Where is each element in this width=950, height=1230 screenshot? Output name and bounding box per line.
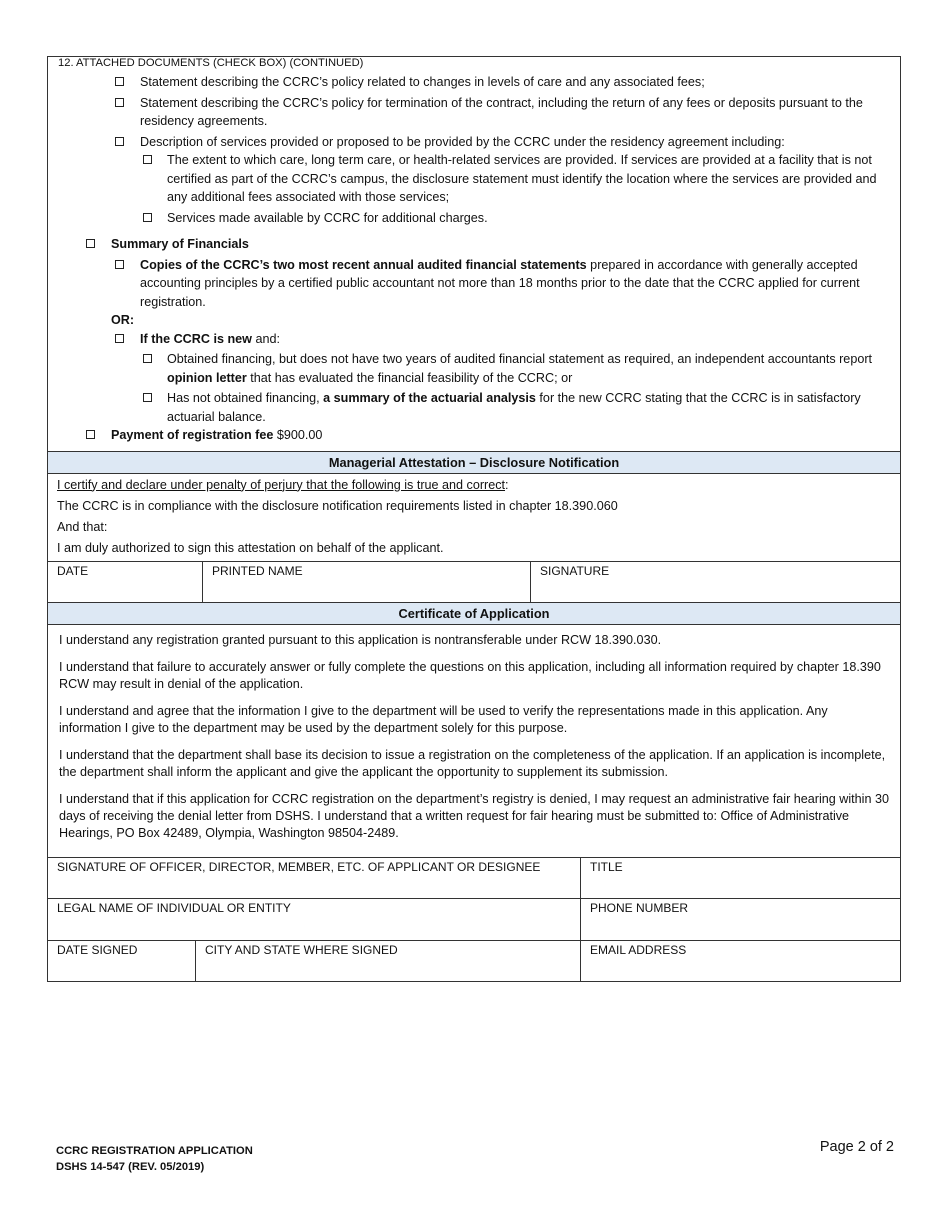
obtained-financing-post: that has evaluated the financial feasibility of the CCRC; or (246, 370, 573, 385)
registration-fee-amount: $900.00 (273, 428, 323, 442)
form-footer (56, 1143, 253, 1175)
not-obtained-financing-post: for the new CCRC stating that the CCRC is in satisfactory actuarial balance. (167, 391, 861, 424)
officer-signature-field[interactable] (48, 858, 580, 898)
audited-statements-checkbox[interactable] (115, 260, 124, 269)
care-extent-checkbox[interactable] (143, 155, 152, 164)
certificate-header: Certificate of Application (48, 602, 900, 625)
denial-paragraph: I understand that failure to accurately answer or fully complete the questions on this application, including all information required by chapter 18.390 RCW may result in denial of the application. (59, 659, 881, 691)
information-use-paragraph: I understand and agree that the information I give to the department will be used to verify the representations made in this application. Any information I give to the department may be used by the department solely for this purpose. (59, 703, 828, 735)
page-number: Page 2 of 2 (819, 1139, 894, 1155)
audited-statements-item (48, 256, 900, 312)
phone-number-field[interactable] (580, 899, 900, 940)
care-extent-item (48, 151, 900, 207)
termination-policy-label: Statement describing the CCRC’s policy for termination of the contract, including the return of any fees or deposits pursuant to the residency agreements. (140, 95, 863, 128)
date-city-email-row (48, 940, 900, 981)
policy-changes-label: Statement describing the CCRC’s policy related to changes in levels of care and any associated fees; (140, 75, 705, 89)
new-ccrc-text: and: (251, 331, 280, 346)
compliance-line: The CCRC is in compliance with the disclosure notification requirements listed in chapter 18.390.060 (57, 498, 618, 513)
attestation-header: Managerial Attestation – Disclosure Notification (48, 451, 900, 474)
registration-fee-label: Payment of registration fee (111, 428, 274, 442)
officer-signature-row (48, 857, 900, 898)
new-ccrc-bold: If the CCRC is new (140, 331, 252, 346)
signature-field-label: SIGNATURE (540, 563, 610, 578)
printed-name-field-label: PRINTED NAME (212, 563, 303, 578)
additional-charges-label: Services made available by CCRC for additional charges. (167, 210, 488, 225)
termination-policy-item (48, 94, 900, 131)
new-ccrc-checkbox[interactable] (115, 334, 124, 343)
legal-name-field[interactable] (48, 899, 580, 940)
obtained-financing-bold: opinion letter (167, 370, 247, 385)
certify-colon: : (505, 477, 509, 492)
city-state-label: CITY AND STATE WHERE SIGNED (205, 942, 398, 957)
certificate-body (48, 625, 900, 857)
attached-documents-section (48, 57, 900, 451)
form-name: CCRC REGISTRATION APPLICATION (56, 1145, 253, 1157)
policy-changes-checkbox[interactable] (115, 77, 124, 86)
services-description-checkbox[interactable] (115, 137, 124, 146)
attestation-body (48, 474, 900, 561)
certify-line (57, 475, 891, 496)
additional-charges-item (48, 209, 900, 228)
legal-name-row (48, 898, 900, 940)
not-obtained-financing-bold: a summary of the actuarial analysis (323, 391, 536, 405)
obtained-financing-pre: Obtained financing, but does not have two years of audited financial statement as required, an independent accountants report (167, 352, 873, 366)
not-obtained-financing-checkbox[interactable] (143, 393, 152, 402)
attestation-signature-row (48, 561, 900, 602)
email-address-label: EMAIL ADDRESS (590, 942, 687, 957)
completeness-paragraph: I understand that the department shall base its decision to issue a registration on the completeness of the application. If an application is incomplete, the department shall inform the applicant and give the applicant the opportunity to supplement its submission. (59, 747, 886, 779)
date-signed-label: DATE SIGNED (57, 942, 138, 957)
new-ccrc-item (48, 330, 900, 349)
title-field[interactable] (580, 858, 900, 898)
authorized-line: I am duly authorized to sign this attestation on behalf of the applicant. (57, 540, 444, 555)
officer-signature-label: SIGNATURE OF OFFICER, DIRECTOR, MEMBER, ETC. OF APPLICANT OR DESIGNEE (57, 859, 541, 874)
legal-name-label: LEGAL NAME OF INDIVIDUAL OR ENTITY (57, 900, 291, 915)
not-obtained-financing-item (48, 389, 900, 426)
date-field[interactable] (48, 562, 202, 602)
registration-form (47, 56, 901, 982)
city-state-field[interactable] (195, 941, 580, 981)
email-address-field[interactable] (580, 941, 900, 981)
summary-financials-item (48, 235, 900, 254)
policy-changes-item (48, 73, 900, 92)
audited-statements-bold: Copies of the CCRC’s two most recent annual audited financial statements (140, 257, 587, 272)
date-field-label: DATE (57, 563, 89, 578)
registration-fee-item (48, 426, 900, 445)
services-description-label: Description of services provided or proposed to be provided by the CCRC under the residency agreement including: (140, 134, 785, 149)
signature-field[interactable] (530, 562, 900, 602)
title-field-label: TITLE (590, 859, 623, 874)
nontransferable-paragraph: I understand any registration granted pursuant to this application is nontransferable under RCW 18.390.030. (59, 632, 662, 647)
termination-policy-checkbox[interactable] (115, 98, 124, 107)
obtained-financing-checkbox[interactable] (143, 354, 152, 363)
certify-text: I certify and declare under penalty of perjury that the following is true and correct (57, 477, 506, 492)
additional-charges-checkbox[interactable] (143, 213, 152, 222)
phone-number-label: PHONE NUMBER (590, 900, 689, 915)
audited-statements-text: prepared in accordance with generally accepted accounting principles by a certified public accountant not more than 18 months prior to the date that the CCRC applied for current registration. (140, 257, 860, 309)
date-signed-field[interactable] (48, 941, 195, 981)
section-12-title: 12. ATTACHED DOCUMENTS (CHECK BOX) (CONTINUED) (58, 57, 364, 69)
fair-hearing-paragraph: I understand that if this application for CCRC registration on the department’s registry is denied, I may request an administrative fair hearing within 30 days of receiving the denial letter from DSHS. I understand that a written request for fair hearing must be submitted to: Office of Administrative Hearings, PO Box 42489, Olympia, Washington 98504-2489. (59, 791, 889, 840)
form-number: DSHS 14-547 (REV. 05/2019) (56, 1161, 205, 1173)
and-that-line: And that: (57, 519, 108, 534)
registration-fee-checkbox[interactable] (86, 430, 95, 439)
obtained-financing-item (48, 350, 900, 387)
summary-financials-checkbox[interactable] (86, 239, 95, 248)
not-obtained-financing-pre: Has not obtained financing, (167, 391, 324, 405)
summary-financials-heading: Summary of Financials (111, 237, 249, 251)
or-label: OR: (111, 313, 135, 327)
services-description-item (48, 133, 900, 152)
printed-name-field[interactable] (202, 562, 530, 602)
care-extent-label: The extent to which care, long term care, or health-related services are provided. If services are provided at a facility that is not certified as part of the CCRC’s campus, the disclosure statement must identify the location where the services are provided and any additional fees associated with those services; (167, 153, 877, 204)
